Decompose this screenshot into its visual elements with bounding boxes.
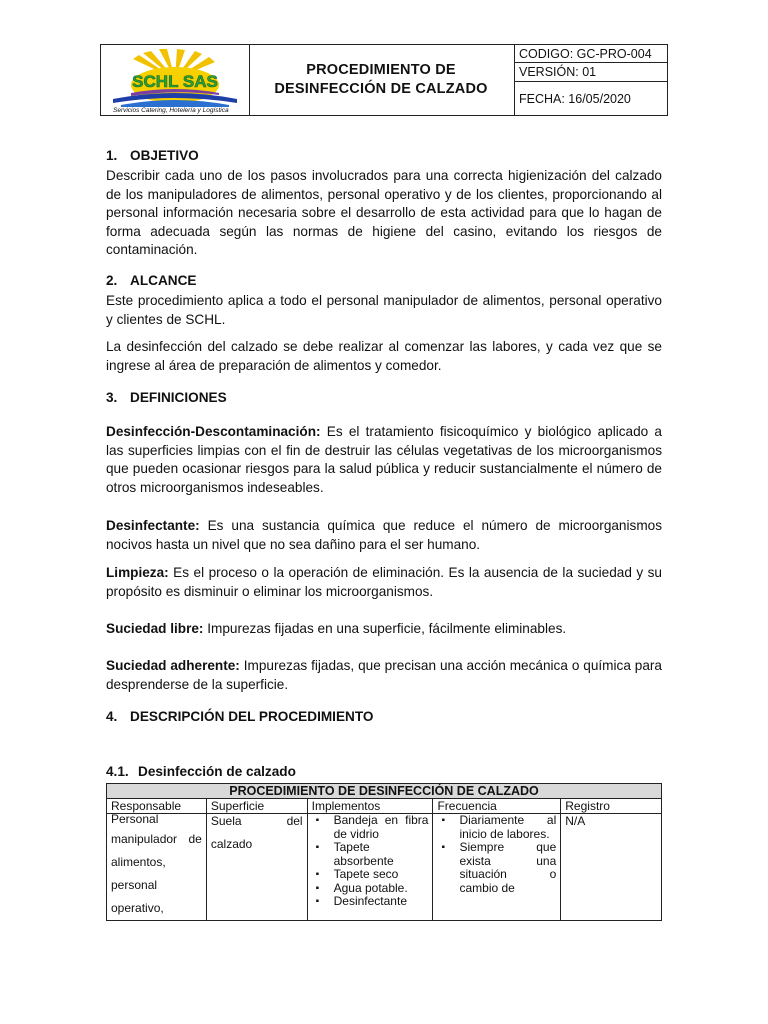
document-code: CODIGO: GC-PRO-004	[514, 44, 668, 63]
definition-desinfeccion: Desinfección-Descontaminación: Es el tratamiento fisicoquímico y biológico aplicado a las superficies limpias con el fin de destruir las células vegetativas de los microorganismos que pueden ocasionar riesgos para la salud pública y reducir sustancialmente el número de otros microorganismos indeseables.	[106, 424, 662, 495]
logo-text: SCHL SAS	[132, 72, 218, 91]
alcance-text-1: Este procedimiento aplica a todo el personal manipulador de alimentos, personal operativo y clientes de SCHL.	[106, 293, 662, 327]
heading-definiciones: 3. DEFINICIONES	[106, 390, 227, 405]
logo-caption: Servicios Catering, Hotelería y Logística	[113, 107, 229, 114]
heading-alcance: 2. ALCANCE	[106, 273, 197, 288]
list-item: ▪ Desinfectante	[312, 895, 429, 909]
list-item: ▪ Bandeja en fibra de vidrio	[312, 814, 429, 841]
header-responsable: Responsable	[107, 799, 207, 814]
subheading-desinfeccion-calzado: 4.1. Desinfección de calzado	[106, 764, 296, 779]
definition-suciedad-adherente: Suciedad adherente: Impurezas fijadas, que precisan una acción mecánica o química para desprenderse de la superficie.	[106, 658, 662, 692]
objetivo-text: Describir cada uno de los pasos involucrados para una correcta higienización del calzado de los manipuladores de alimentos, personal operativo y de los clientes, proporcionando al personal información necesaria sobre el desarrollo de esta actividad para que lo hagan de forma adecuada según las normas de higiene del casino, evitando los riesgos de contaminación.	[106, 168, 662, 257]
document-date: FECHA: 16/05/2020	[514, 82, 668, 116]
company-logo	[103, 49, 247, 107]
list-item: ▪ Diariamente al inicio de labores.	[437, 814, 556, 841]
alcance-text-2: La desinfección del calzado se debe realizar al comenzar las labores, y cada vez que se ingrese al área de preparación de alimentos y comedor.	[106, 339, 662, 373]
cell-implementos	[307, 814, 433, 921]
header-implementos: Implementos	[307, 799, 433, 814]
cell-registro: N/A	[561, 814, 662, 921]
document-title	[248, 44, 514, 116]
definition-limpieza: Limpieza: Es el proceso o la operación de eliminación. Es la ausencia de la suciedad y su propósito es disminuir o eliminar los microorganismos.	[106, 565, 662, 599]
definition-desinfectante: Desinfectante: Es una sustancia química que reduce el número de microorganismos nocivos hasta un nivel que no sea dañino para el ser humano.	[106, 518, 662, 552]
heading-descripcion: 4. DESCRIPCIÓN DEL PROCEDIMIENTO	[106, 709, 374, 724]
header-registro: Registro	[561, 799, 662, 814]
table-row	[107, 814, 662, 921]
list-item: ▪ Tapete absorbente	[312, 841, 429, 868]
header-frecuencia: Frecuencia	[433, 799, 561, 814]
heading-objetivo: 1. OBJETIVO	[106, 148, 199, 163]
list-item: ▪ Siempre que exista una situación o cambio de	[437, 841, 556, 895]
list-item: ▪ Tapete seco	[312, 868, 429, 882]
document-header	[100, 44, 668, 116]
procedure-table	[106, 783, 662, 921]
cell-superficie: Suela del calzado	[206, 814, 307, 921]
definition-suciedad-libre: Suciedad libre: Impurezas fijadas en una superficie, fácilmente eliminables.	[106, 621, 567, 636]
title-line-1: PROCEDIMIENTO DE	[306, 62, 456, 78]
table-caption: PROCEDIMIENTO DE DESINFECCIÓN DE CALZADO	[107, 784, 662, 799]
cell-frecuencia	[433, 814, 561, 921]
header-superficie: Superficie	[206, 799, 307, 814]
title-line-2: DESINFECCIÓN DE CALZADO	[274, 81, 488, 97]
list-item: ▪ Agua potable.	[312, 882, 429, 896]
cell-responsable: Personal manipulador de alimentos, personal operativo,	[107, 814, 207, 921]
document-version: VERSIÓN: 01	[514, 63, 668, 82]
logo-cell	[100, 44, 250, 116]
document-meta	[514, 44, 668, 116]
